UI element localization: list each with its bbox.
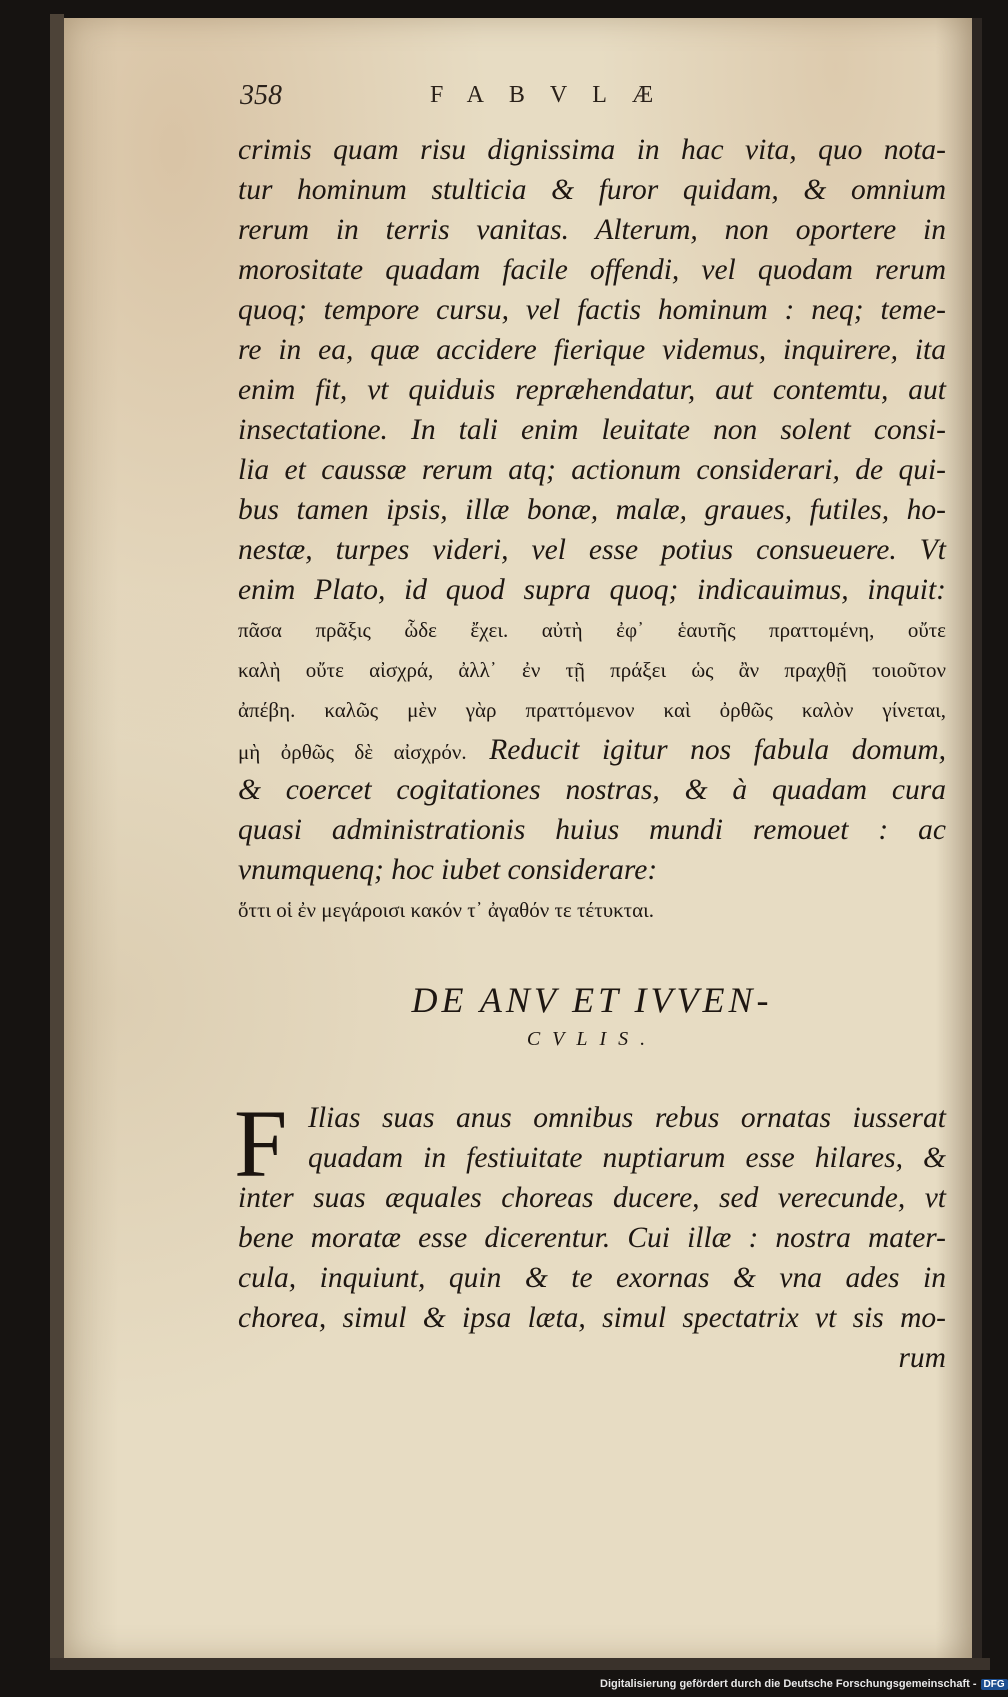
- text-line: chorea, simul & ipsa læta, simul spectatrix vt sis mo-: [238, 1302, 946, 1334]
- text-line: bus tamen ipsis, illæ bonæ, malæ, graues, futiles, ho-: [238, 494, 946, 526]
- fable-heading-line1: DE ANV ET IVVEN-: [411, 980, 773, 1020]
- text-line: nestæ, turpes videri, vel esse potius consueuere. Vt: [238, 534, 946, 566]
- fable-text: [234, 1090, 946, 1378]
- text-line: insectatione. In tali enim leuitate non solent consi-: [238, 414, 946, 446]
- running-title: FABVLÆ: [430, 82, 679, 108]
- text-line: & coercet cogitationes nostras, & à quadam cura: [238, 774, 946, 806]
- text-line: re in ea, quæ accidere fierique videmus, inquirere, ita: [238, 334, 946, 366]
- text-line: bene moratæ esse dicerentur. Cui illæ : nostra mater-: [238, 1222, 946, 1254]
- text-line: inter suas æquales choreas ducere, sed verecunde, vt: [238, 1182, 946, 1214]
- greek-quote-line: καλὴ οὔτε αἰσχρά, ἀλλ᾽ ἐν τῇ πράξει ὡς ἂν πραχθῇ τοιοῦτον: [238, 658, 946, 682]
- text-line: quoq; tempore cursu, vel factis hominum : neq; teme-: [238, 294, 946, 326]
- fable-heading: [238, 978, 946, 1056]
- text-line: enim Plato, id quod supra quoq; indicauimus, inquit:: [238, 574, 946, 606]
- greek-quote-line: πᾶσα πρᾶξις ὧδε ἔχει. αὐτὴ ἐφ᾽ ἑαυτῆς πραττομένη, οὔτε: [238, 618, 946, 642]
- text-line: cula, inquiunt, quin & te exornas & vna ades in: [238, 1262, 946, 1294]
- footer-text: Digitalisierung gefördert durch die Deutsche Forschungsgemeinschaft -: [600, 1678, 977, 1690]
- text-line: vnumquenq; hoc iubet considerare:: [238, 854, 658, 886]
- mixed-greek-latin-line: [238, 730, 946, 770]
- greek-quote-line: ἀπέβη. καλῶς μὲν γὰρ πραττόμενον καὶ ὀρθῶς καλὸν γίνεται,: [238, 698, 946, 722]
- book-bottom-edge: [50, 1658, 990, 1670]
- text-line: tur hominum stulticia & furor quidam, & omnium: [238, 174, 946, 206]
- catchword: rum: [898, 1342, 946, 1374]
- greek-closing-line: ὅττι οἱ ἐν μεγάροισι κακόν τ᾽ ἀγαθόν τε τέτυκται.: [238, 898, 655, 922]
- dfg-logo: DFG: [981, 1679, 1008, 1690]
- text-line: Ilias suas anus omnibus rebus ornatas iusserat: [308, 1102, 946, 1134]
- latin-fragment: Reducit igitur nos fabula domum,: [489, 734, 947, 766]
- text-line: rerum in terris vanitas. Alterum, non oportere in: [238, 214, 946, 246]
- text-line: lia et caussæ rerum atq; actionum considerari, de qui-: [238, 454, 946, 486]
- book-left-edge: [50, 14, 64, 1664]
- text-line: crimis quam risu dignissima in hac vita, quo nota-: [238, 134, 946, 166]
- fable-heading-line2: CVLIS.: [526, 1028, 658, 1050]
- text-line: morositate quadam facile offendi, vel quodam rerum: [238, 254, 946, 286]
- page-header: [240, 80, 940, 120]
- book-right-edge: [972, 18, 982, 1668]
- text-line: quadam in festiuitate nuptiarum esse hilares, &: [308, 1142, 946, 1174]
- page-number: 358: [240, 80, 282, 111]
- text-line: enim fit, vt quiduis repræhendatur, aut contemtu, aut: [238, 374, 946, 406]
- digitization-footer: [600, 1678, 1008, 1690]
- drop-cap: F: [234, 1090, 288, 1197]
- text-line: quasi administrationis huius mundi remouet : ac: [238, 814, 946, 846]
- greek-fragment: μὴ ὀρθῶς δὲ αἰσχρόν.: [238, 740, 467, 764]
- main-text: [238, 130, 946, 930]
